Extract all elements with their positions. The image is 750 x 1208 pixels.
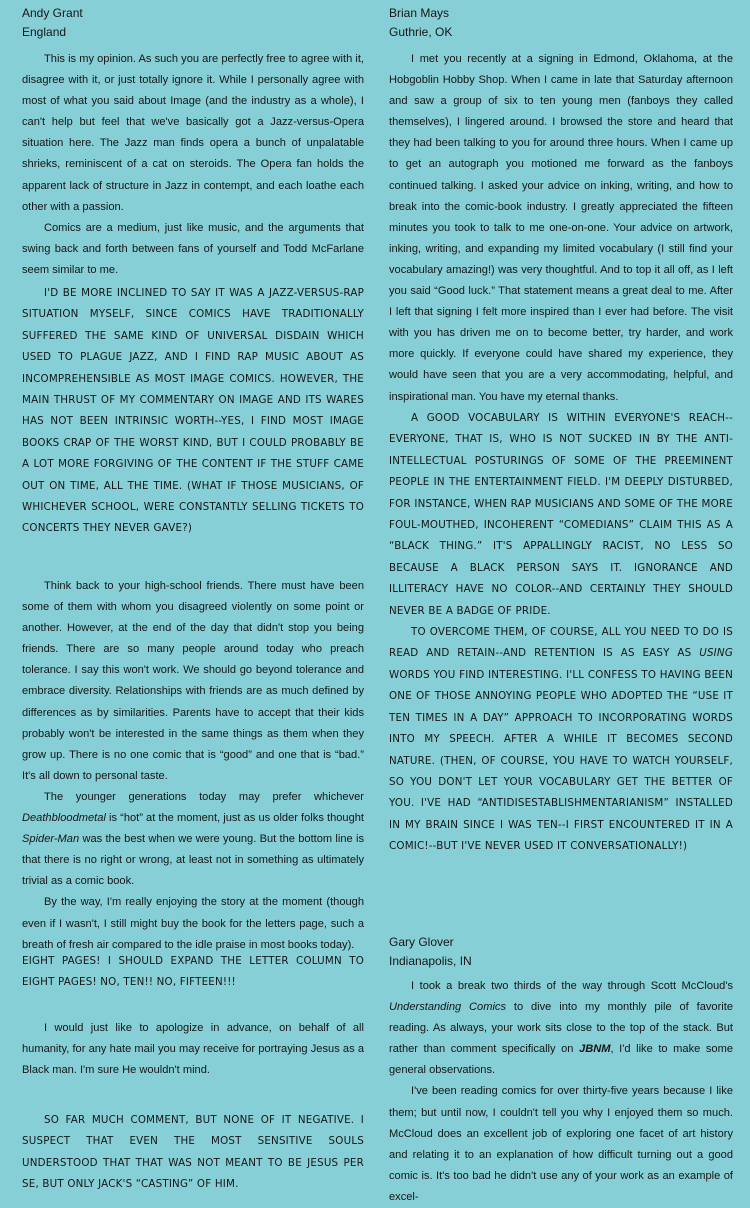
reply-paragraph xyxy=(389,408,733,622)
letter-paragraph xyxy=(389,1081,733,1208)
emphasized-text: JBNM xyxy=(579,1043,611,1056)
signature-gary-glover xyxy=(389,933,733,971)
editor-reply-eight-pages xyxy=(22,951,364,994)
letter-paragraph: I would just like to apologize in advance, on behalf of all humanity, for any hate mail you may receive for portraying Jesus as a Black man. I'm sure He wouldn't mind. xyxy=(22,1022,364,1077)
author-location: England xyxy=(22,25,67,39)
signature-brian-mays xyxy=(389,4,733,42)
emphasized-text: Understanding Comics xyxy=(389,1001,507,1014)
editor-reply-jazz xyxy=(22,283,364,540)
letter-paragraph xyxy=(22,892,364,955)
text-run: WORDS YOU FIND INTERESTING. I'LL CONFESS TO HAVING BEEN ONE OF THOSE ANNOYING PEOPLE WHO ADOPTED THE “USE IT TEN TIMES IN A DAY” APPROACH TO INCORPORATING WORDS INTO MY SPEECH. AFTER A WHILE IT BECOMES SECOND NATURE. (THEN, OF COURSE, YOU HAVE TO WATCH YOURSELF, SO YOU DON'T LET YOUR VOCABULARY GET THE BETTER OF YOU. I'VE HAD “ANTIDISESTABLISHMENTARIANISM” INSTALLED IN MY BRAIN SINCE I WAS TEN--I FIRST ENCOUNTERED IT IN A COMIC!--BUT I'VE NEVER USED IT CONVERSATIONALLY!) xyxy=(389,668,733,853)
author-name: Brian Mays xyxy=(389,6,450,20)
editor-reply-casting xyxy=(22,1110,364,1196)
text-run: The younger generations today may prefer whichever xyxy=(44,790,364,803)
letter-paragraph xyxy=(22,787,364,892)
letter-paragraph: This is my opinion. As such you are perfectly free to agree with it, disagree with it, or just totally ignore it. While I personally agree with most of what you said about Image (and the industry as a whole), I can't help but feel that we've basically got a Jazz-versus-Opera situation here. The Jazz man finds opera a bunch of unpalatable shrieks, reminiscent of a cat on steroids. The Opera fan holds the apparent lack of structure in Jazz in contempt, and each loathe each other with a passion. xyxy=(22,53,364,213)
letter-paragraph xyxy=(22,576,364,787)
text-run: , I'd like to make some general observations. xyxy=(389,1043,733,1077)
text-run: is “hot” at the moment, just as us older folks thought xyxy=(105,812,364,825)
letter-brian-mays xyxy=(389,49,733,408)
author-location: Indianapolis, IN xyxy=(389,954,472,968)
text-run: I took a break two thirds of the way through Scott McCloud's xyxy=(411,980,733,992)
editor-reply-vocabulary xyxy=(389,408,733,858)
text-run: TO OVERCOME THEM, OF COURSE, ALL YOU NEED TO DO IS READ AND RETAIN--AND RETENTION IS AS EASY AS xyxy=(389,626,733,660)
letter-paragraph: Comics are a medium, just like music, and the arguments that swing back and forth between fans of yourself and Todd McFarlane seem similar to me. xyxy=(22,221,364,276)
author-name: Andy Grant xyxy=(22,6,83,20)
text-run: By the way, I'm really enjoying the story at the moment (though even if I wasn't, I still might buy the book for the letters page, such a breath of fresh air compared to the idle praise in most books today). xyxy=(22,896,364,951)
emphasized-text: USING xyxy=(699,647,733,660)
letter-paragraph: I met you recently at a signing in Edmond, Oklahoma, at the Hobgoblin Hobby Shop. When I came in late that Saturday afternoon and saw a group of six to ten young men (fanboys they called themselves), I lingered around. I browsed the store and heard that they had been talking to you for around three hours. When I came up to get an autograph you motioned me forward as the fanboys continued talking. I asked your advice on inking, writing, and how to break into the comic-book industry. I greatly appreciated the fifteen minutes you took to talk to me one-on-one. Your advice on artwork, inking, writing, and expanding my limited vocabulary (I still find your vocabulary amazing!) was very thoughtful. And to top it all off, as I left you said “Good luck.” That statement means a great deal to me. After I left that signing I felt more inspired than I ever had before. The visit with you has driven me on to become better, try harder, and work more quickly. If everyone could have shared my experience, they would have seen that you are a very accommodating, helpful, and inspirational man. You have my eternal thanks. xyxy=(389,53,733,403)
letter-andy-grant xyxy=(22,49,364,281)
reply-paragraph: I'D BE MORE INCLINED TO SAY IT WAS A JAZZ-VERSUS-RAP SITUATION MYSELF, SINCE COMICS HAVE TRADITIONALLY SUFFERED THE SAME KIND OF UNIVERSAL DISDAIN WHICH USED TO PLAGUE JAZZ, AND I FIND RAP MUSIC ABOUT AS INCOMPREHENSIBLE AS MOST IMAGE COMICS. HOWEVER, THE MAIN THRUST OF MY COMMENTARY ON IMAGE AND ITS WARES HAS NOT BEEN INTRINSIC WORTH--YES, I FIND MOST IMAGE BOOKS CRAP OF THE WORST KIND, BUT I COULD PROBABLY BE A LOT MORE FORGIVING OF THE CONTENT IF THE STUFF CAME OUT ON TIME, ALL THE TIME. (WHAT IF THOSE MUSICIANS, OF WHICHEVER SCHOOL, WERE CONSTANTLY SELLING TICKETS TO CONCERTS THEY NEVER GAVE?) xyxy=(22,287,364,535)
letter-paragraph xyxy=(389,976,733,1081)
text-run: to dive into my monthly pile of favorite reading. As always, your work sits close to the top of the stack. But rather than comment specifically on xyxy=(389,1001,733,1056)
reply-paragraph xyxy=(389,622,733,857)
letter-diversity xyxy=(22,576,364,956)
text-run: was the best when we were young. But the bottom line is that there is no right or wrong, at least not in something as ultimately trivial as a comic book. xyxy=(22,833,364,888)
text-run: I've been reading comics for over thirty-five years because I like them; but until now, I couldn't tell you why I enjoyed them so much. McCloud does an excellent job of exploring one facet of art history and relating it to an explanation of how difficult turning out a good comic is. It's too bad he didn't use any of your work as an example of excel- xyxy=(389,1085,733,1203)
text-run: A GOOD VOCABULARY IS WITHIN EVERYONE'S REACH--EVERYONE, THAT IS, WHO IS NOT SUCKED IN BY THE ANTI-INTELLECTUAL POSTURINGS OF SOME OF THE PREEMINENT PEOPLE IN THE ENTERTAINMENT FIELD. I'M DEEPLY DISTURBED, FOR INSTANCE, WHEN RAP MUSICIANS AND SOME OF THE MORE FOUL-MOUTHED, INCOHERENT “COMEDIANS” CLAIM THIS AS A “BLACK THING.” IT'S APPALLINGLY RACIST, NO LESS SO BECAUSE A BLACK PERSON SAYS IT. IGNORANCE AND ILLITERACY HAVE NO COLOR--AND CERTAINLY THEY SHOULD NEVER BE A BADGE OF PRIDE. xyxy=(389,412,733,617)
text-run: Think back to your high-school friends. There must have been some of them with whom you disagreed violently on some point or another. However, at the end of the day that didn't stop you being friends. There are so many people around today who preach tolerance. I say this won't work. We should go beyond tolerance and embrace diversity. Relationships with friends are as much defined by differences as by similarities. Parents have to accept that their kids probably won't be interested in the same things as them when they grow up. There is no one comic that is “good” and one that is “bad.” It's all down to personal taste. xyxy=(22,580,364,782)
reply-paragraph: SO FAR MUCH COMMENT, BUT NONE OF IT NEGATIVE. I SUSPECT THAT EVEN THE MOST SENSITIVE SOULS UNDERSTOOD THAT THAT WAS NOT MEANT TO BE JESUS PER SE, BUT ONLY JACK'S “CASTING” OF HIM. xyxy=(22,1114,364,1191)
reply-paragraph: EIGHT PAGES! I SHOULD EXPAND THE LETTER COLUMN TO EIGHT PAGES! NO, TEN!! NO, FIFTEEN!!! xyxy=(22,955,364,989)
author-location: Guthrie, OK xyxy=(389,25,453,39)
author-name: Gary Glover xyxy=(389,935,454,949)
signature-andy-grant xyxy=(22,4,364,42)
letter-apology xyxy=(22,1018,364,1081)
emphasized-text: Deathbloodmetal xyxy=(22,812,106,825)
emphasized-text: Spider-Man xyxy=(22,833,80,846)
letter-gary-glover xyxy=(389,976,733,1208)
